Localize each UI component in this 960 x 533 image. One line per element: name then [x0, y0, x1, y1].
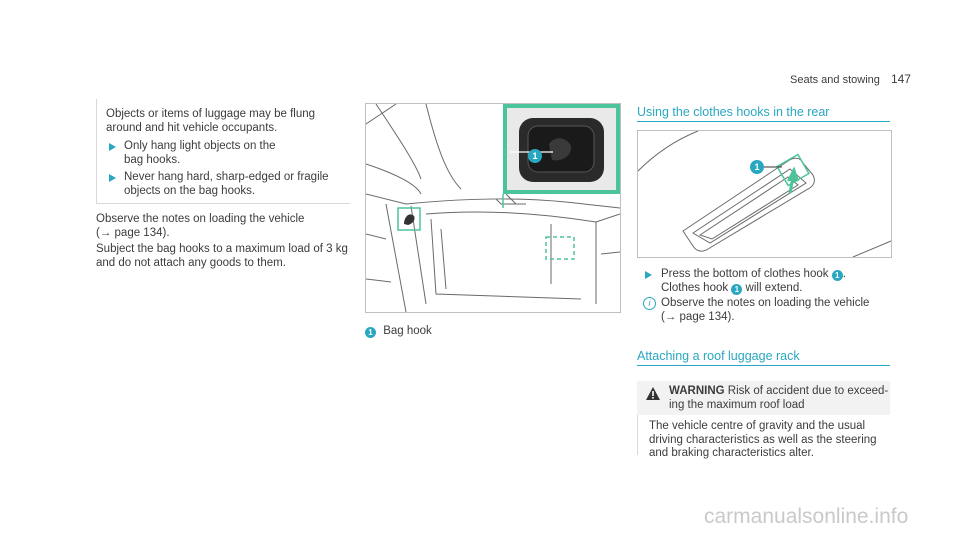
warning-triangle-icon — [646, 387, 660, 400]
max-load-line-1: Subject the bag hooks to a maximum load of 3 kg — [96, 243, 348, 255]
info-note-ref[interactable]: (→ page 134). — [661, 310, 735, 323]
bullet-2-text: Never hang hard, sharp-edged or fragile objects on the bag hooks. — [124, 171, 329, 197]
watermark: carmanualsonline.info — [704, 505, 909, 528]
hook-highlight-right — [546, 237, 574, 259]
info-note-line: Observe the notes on loading the vehicle — [661, 297, 870, 309]
loading-paragraph — [96, 213, 356, 270]
hook-shape-icon — [404, 214, 415, 225]
info-note — [643, 297, 893, 324]
warning-body: The vehicle centre of gravity and the usual driving characteristics as well as the steering and braking characteristics alter. — [649, 420, 877, 459]
bag-hook-figure — [365, 103, 621, 313]
bullet-2 — [109, 171, 339, 198]
loading-page-ref[interactable]: (→ page 134). — [96, 226, 170, 239]
bullet-arrow-icon — [109, 174, 116, 182]
legend-badge: 1 — [365, 327, 376, 338]
figure-legend — [365, 325, 432, 339]
result-badge: 1 — [731, 284, 742, 295]
result-text: Clothes hook — [661, 281, 729, 294]
step-arrow-icon — [645, 271, 652, 279]
figure-callout-badge: 1 — [750, 160, 764, 174]
roof-load-warning — [637, 381, 890, 459]
bullet-arrow-icon — [109, 143, 116, 151]
section-heading-roof-rack: Attaching a roof luggage rack — [637, 349, 800, 363]
clothes-hook-illustration — [638, 131, 891, 257]
page-number: 147 — [890, 72, 911, 86]
clothes-hook-figure — [637, 130, 892, 258]
step-instruction: Press the bottom of clothes hook 1 . Clothes hook 1 will extend. — [645, 268, 895, 295]
bullet-1-text: Only hang light objects on the bag hooks. — [124, 140, 276, 166]
safety-note-text: Objects or items of luggage may be flung around and hit vehicle occupants. — [106, 108, 316, 134]
heading-rule — [637, 121, 890, 122]
warning-label: WARNING — [669, 385, 725, 397]
warning-body-border — [637, 415, 638, 455]
section-heading-clothes-hooks: Using the clothes hooks in the rear — [637, 105, 830, 119]
step-text: Press the bottom of clothes hook — [661, 268, 829, 280]
step-badge: 1 — [832, 270, 843, 281]
safety-note-box — [96, 99, 350, 204]
heading-rule — [637, 365, 890, 366]
info-icon: i — [643, 297, 656, 310]
running-header — [790, 73, 911, 88]
legend-text: Bag hook — [383, 325, 432, 337]
trunk-illustration — [366, 104, 620, 312]
bullet-1 — [109, 140, 339, 167]
section-title: Seats and stowing — [790, 74, 880, 86]
callout-badge: 1 — [528, 149, 542, 163]
max-load-line-2: and do not attach any goods to them. — [96, 256, 286, 269]
loading-line-1: Observe the notes on loading the vehicle — [96, 213, 305, 225]
warning-title: WARNING Risk of accident due to exceed- ing the maximum roof load — [669, 385, 889, 411]
